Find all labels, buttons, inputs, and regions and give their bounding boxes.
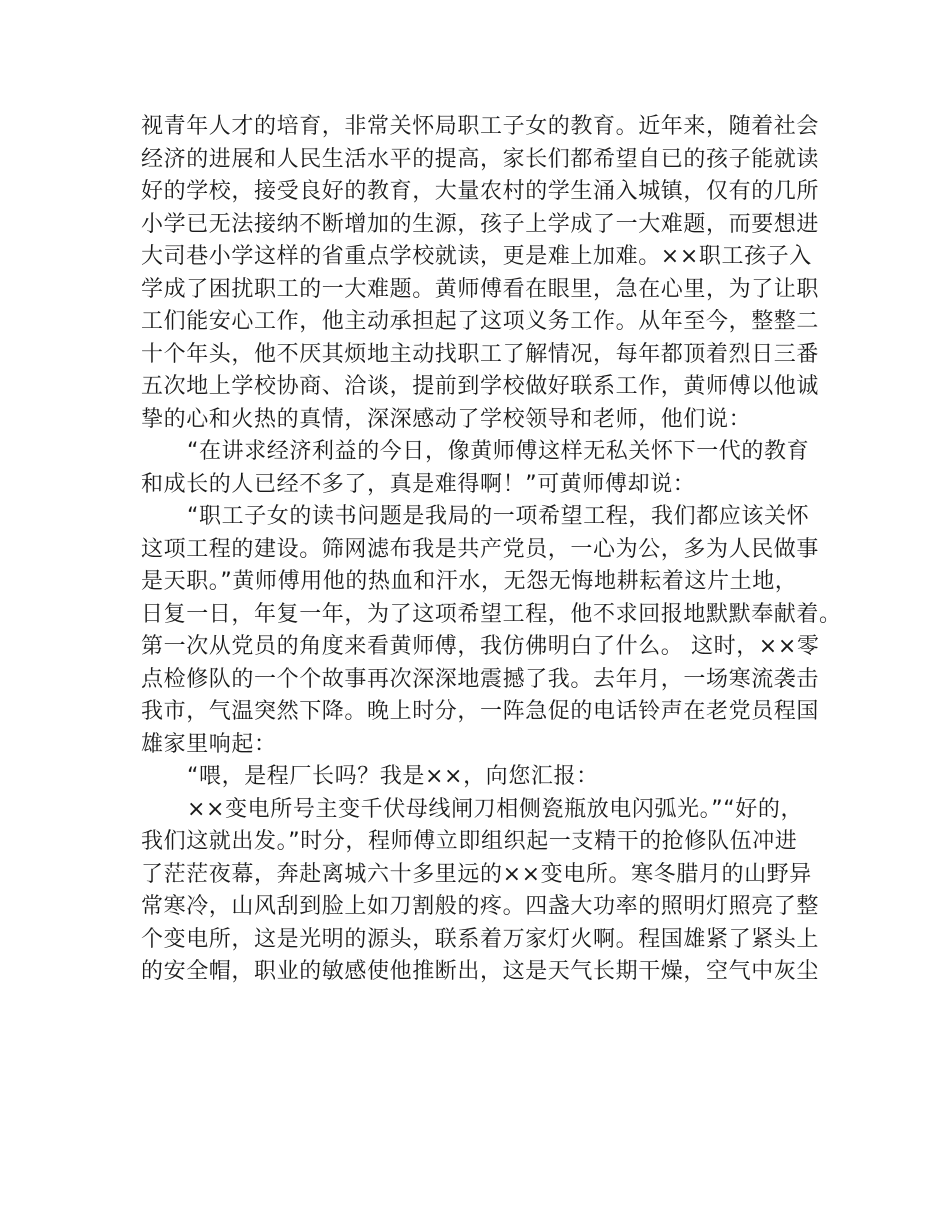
text-line: “职工子女的读书问题是我局的一项希望工程，我们都应该关怀 bbox=[187, 504, 810, 529]
text-line: 个变电所，这是光明的源头，联系着万家灯火啊。程国雄紧了紧头上 bbox=[141, 926, 820, 952]
text-line: 是天职。”黄师傅用他的热血和汗水，无怨无悔地耕耘着这片土地， bbox=[141, 569, 798, 594]
text-line: “在讲求经济利益的今日，像黄师傅这样无私关怀下一代的教育 bbox=[187, 439, 810, 464]
text-line: 了茫茫夜幕，奔赴离城六十多里远的××变电所。寒冬腊月的山野异 bbox=[141, 861, 812, 887]
text-line: 五次地上学校协商、洽谈，提前到学校做好联系工作，黄师傅以他诚 bbox=[141, 374, 820, 399]
text-line: 大司巷小学这样的省重点学校就读，更是难上加难。××职工孩子入 bbox=[141, 244, 812, 269]
text-line: 第一次从党员的角度来看黄师傅，我仿佛明白了什么。 这时，××零 bbox=[141, 634, 820, 659]
text-line: 常寒冷，山风刮到脸上如刀割般的疼。四盏大功率的照明灯照亮了整 bbox=[141, 894, 820, 919]
text-line: 雄家里响起： bbox=[141, 731, 277, 757]
text-line: 挚的心和火热的真情，深深感动了学校领导和老师，他们说： bbox=[141, 406, 752, 432]
text-line: 工们能安心工作，他主动承担起了这项义务工作。从年至今，整整二 bbox=[141, 309, 820, 334]
text-line: 的安全帽，职业的敏感使他推断出，这是天气长期干燥，空气中灰尘 bbox=[141, 959, 820, 984]
text-line: 经济的进展和人民生活水平的提高，家长们都希望自已的孩子能就读 bbox=[141, 146, 820, 172]
text-line: 和成长的人已经不多了，真是难得啊！”可黄师傅却说： bbox=[141, 471, 696, 497]
text-line: 视青年人才的培育，非常关怀局职工子女的教育。近年来，随着社会 bbox=[141, 114, 820, 139]
text-line: 点检修队的一个个故事再次深深地震撼了我。去年月，一场寒流袭击 bbox=[141, 666, 820, 692]
text-line: ××变电所号主变千伏母线闸刀相侧瓷瓶放电闪弧光。”“好的， bbox=[187, 796, 804, 822]
text-line: 好的学校，接受良好的教育，大量农村的学生涌入城镇，仅有的几所 bbox=[141, 179, 820, 204]
text-line: 我市，气温突然下降。晚上时分，一阵急促的电话铃声在老党员程国 bbox=[141, 699, 820, 724]
body-text bbox=[141, 111, 842, 989]
text-line: 十个年头，他不厌其烦地主动找职工了解情况，每年都顶着烈日三番 bbox=[141, 341, 820, 367]
text-line: 小学已无法接纳不断增加的生源，孩子上学成了一大难题，而要想进 bbox=[141, 211, 820, 237]
text-line: 我们这就出发。”时分，程师傅立即组织起一支精干的抢修队伍冲进 bbox=[141, 829, 798, 854]
text-line: “喂，是程厂长吗？我是××，向您汇报： bbox=[187, 764, 599, 789]
text-line: 这项工程的建设。筛网滤布我是共产党员，一心为公，多为人民做事 bbox=[141, 536, 820, 562]
text-line: 日复一日，年复一年，为了这项希望工程，他不求回报地默默奉献着。 bbox=[141, 601, 842, 627]
text-line: 学成了困扰职工的一大难题。黄师傅看在眼里，急在心里，为了让职 bbox=[141, 276, 820, 302]
